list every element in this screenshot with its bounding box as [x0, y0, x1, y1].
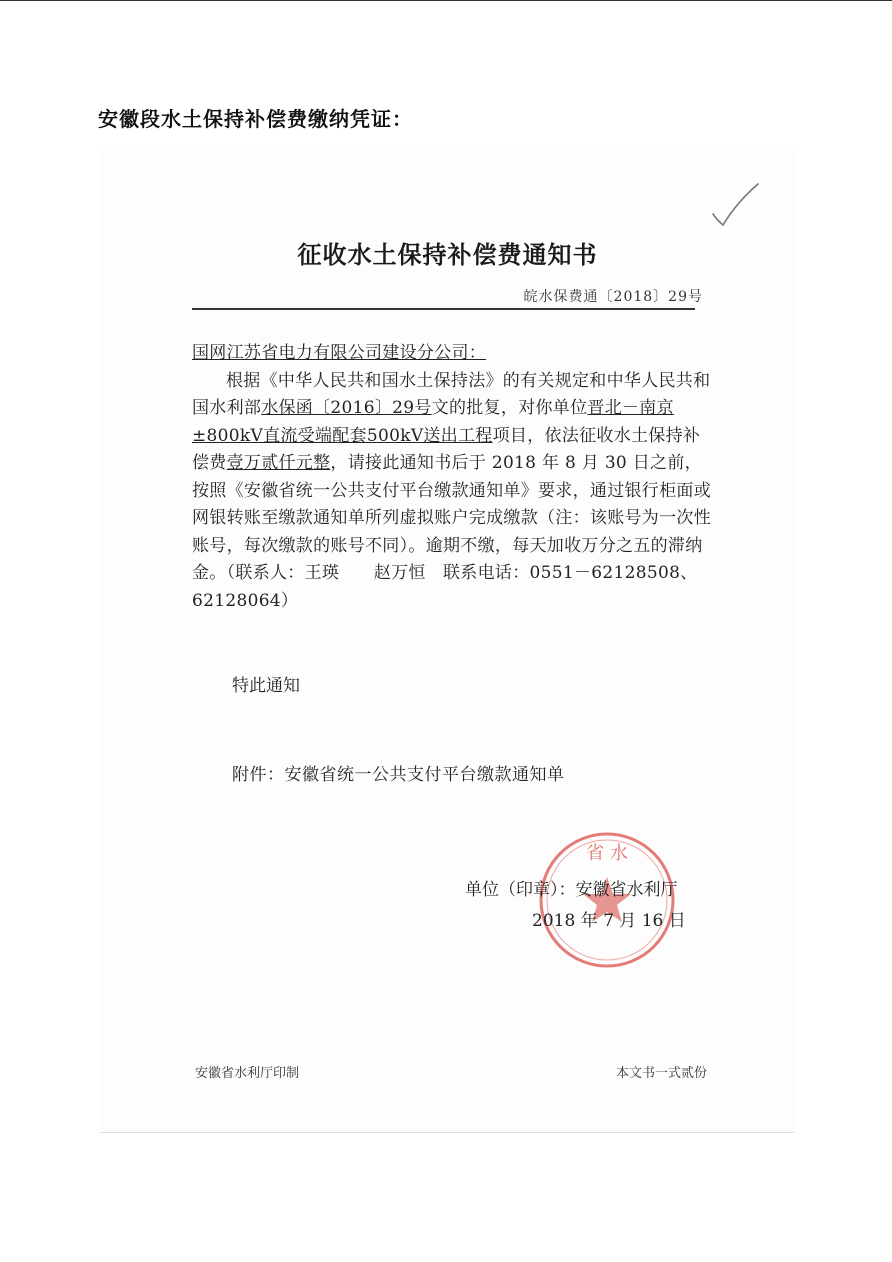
scanned-notice-document [100, 150, 795, 1133]
title-divider [192, 308, 695, 310]
checkmark-icon [703, 180, 763, 230]
official-seal [532, 825, 682, 975]
printer-note: 安徽省水利厅印制 [195, 1066, 300, 1081]
document-title: 征收水土保持补偿费通知书 [297, 241, 598, 269]
addressee: 国网江苏省电力有限公司建设分公司： [192, 343, 487, 363]
attachment-line: 附件：安徽省统一公共支付平台缴款通知单 [232, 765, 565, 785]
document-number: 皖水保费通〔2018〕29号 [523, 289, 703, 305]
approval-reference: 水保函〔2016〕29号 [261, 398, 432, 418]
copies-note: 本文书一式贰份 [615, 1066, 707, 1081]
issuer: 单位（印章）：安徽省水利厅 [465, 880, 678, 900]
page-heading: 安徽段水土保持补偿费缴纳凭证： [98, 107, 413, 131]
fee-amount: 壹万贰仟元整 [226, 453, 331, 473]
project-name: 晋北－南京±800kV直流受端配套500kV送出工程 [192, 398, 674, 446]
issue-date: 2018 年 7 月 16 日 [532, 911, 686, 931]
notice-body [192, 340, 712, 615]
seal-text: 省 水 [586, 843, 628, 864]
top-border [0, 0, 892, 1]
closing-phrase: 特此通知 [232, 676, 300, 696]
notice-paragraph: 根据《中华人民共和国水土保持法》的有关规定和中华人民共和国水利部水保函〔2016〕29号文的批复，对你单位晋北－南京±800kV直流受端配套500kV送出工程项目，依法征收水土保持补偿费壹万贰仟元整，请接此通知书后于 2018 年 8 月 30 日之前，按照《安徽省统一公共支付平台缴款通知单》要求，通过银行柜面或网银转账至缴款通知单所列虚拟账户完成缴款（注：该账号为一次性账号，每次缴款的账号不同）。逾期不缴，每天加收万分之五的滞纳金。（联系人：王瑛 赵万恒 联系电话：0551－62128508、62128064） [192, 370, 711, 611]
